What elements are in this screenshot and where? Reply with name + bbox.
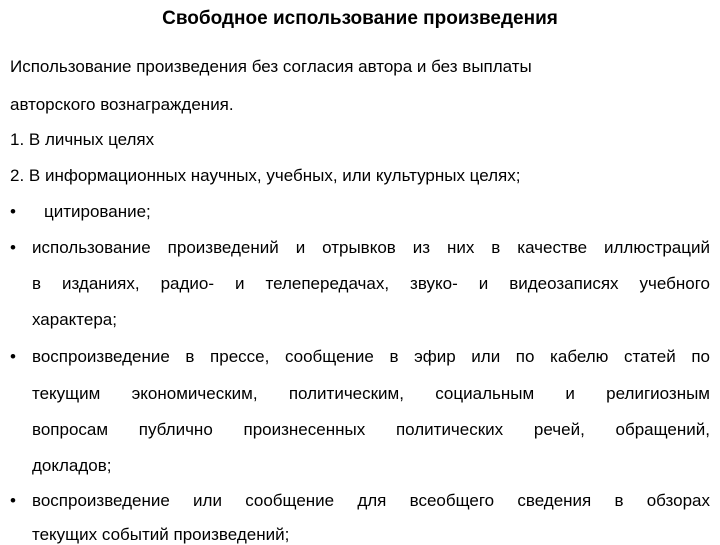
slide-title: Свободное использование произведения xyxy=(162,8,558,29)
bullet-illustrations-line: использование произведений и отрывков из них в качестве иллюстраций xyxy=(32,238,710,257)
bullet-press-line: вопросам публично произнесенных политических речей, обращений, xyxy=(32,420,710,439)
intro-line-1: Использование произведения без согласия автора и без выплаты xyxy=(10,57,532,76)
bullet-citation: цитирование; xyxy=(44,202,151,221)
list-item-personal: 1. В личных целях xyxy=(10,130,155,149)
bullet-reviews-line: текущих событий произведений; xyxy=(32,525,290,544)
list-item-scientific: 2. В информационных научных, учебных, или культурных целях; xyxy=(10,166,521,185)
bullet-reviews-line: воспроизведение или сообщение для всеобщего сведения в обзорах xyxy=(32,491,710,510)
bullet-press-line: докладов; xyxy=(32,456,112,475)
bullet-press-line: текущим экономическим, политическим, социальным и религиозным xyxy=(32,384,710,403)
intro-line-2: авторского вознаграждения. xyxy=(10,95,234,114)
bullet-press-line: воспроизведение в прессе, сообщение в эфир или по кабелю статей по xyxy=(32,347,710,366)
bullet-marker: • xyxy=(10,238,16,257)
bullet-marker: • xyxy=(10,202,16,221)
bullet-marker: • xyxy=(10,491,16,510)
bullet-marker: • xyxy=(10,347,16,366)
bullet-illustrations-line: характера; xyxy=(32,310,117,329)
bullet-illustrations-line: в изданиях, радио- и телепередачах, звуко- и видеозаписях учебного xyxy=(32,274,710,293)
